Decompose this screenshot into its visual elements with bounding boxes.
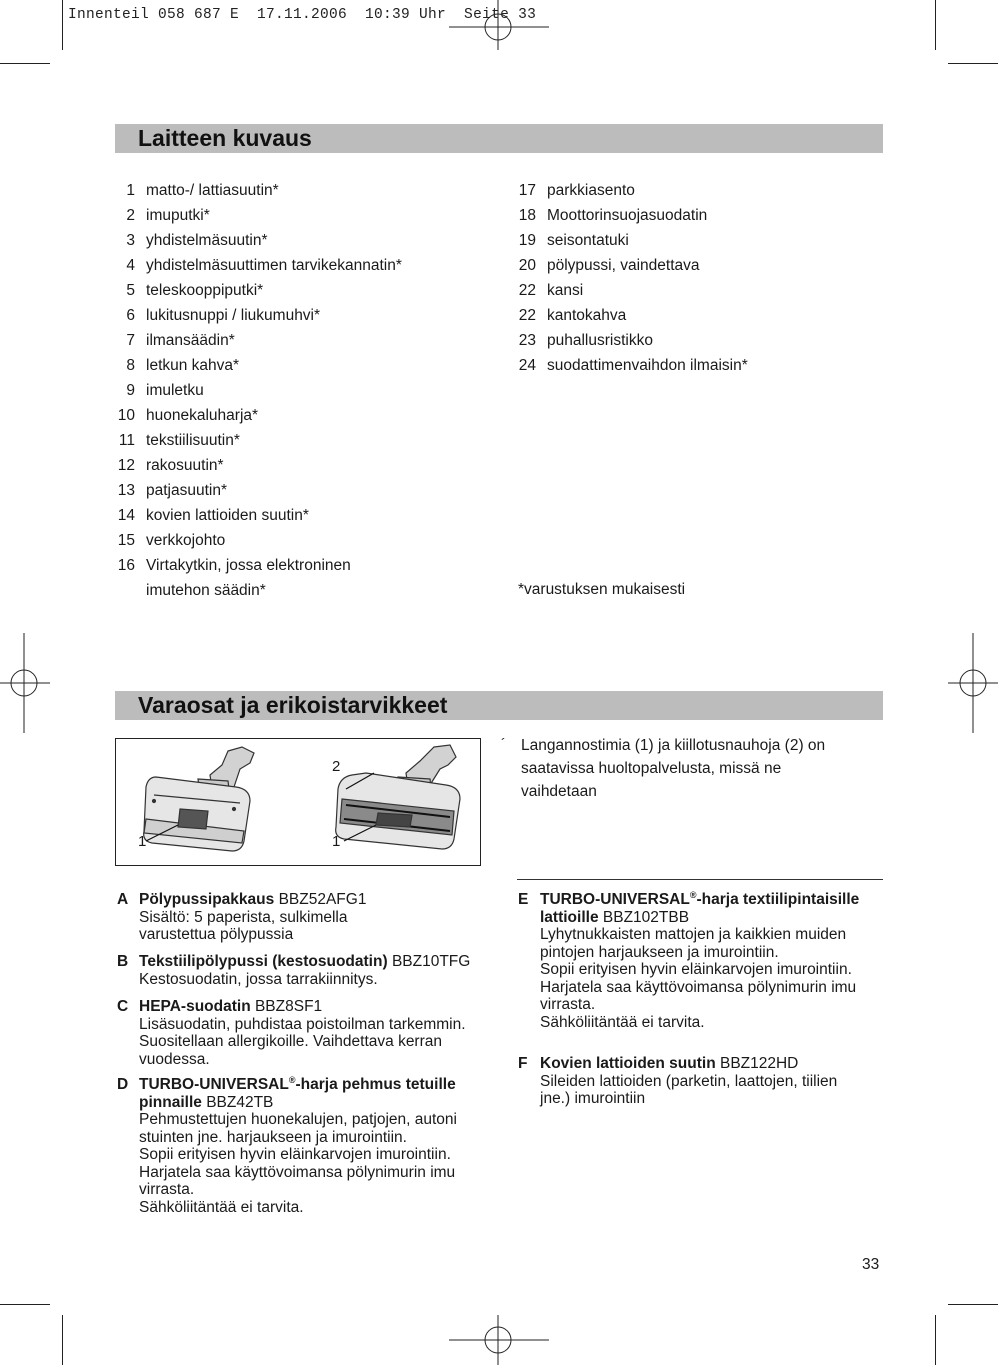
list-item: 16 Virtakytkin, jossa elektroninen — [117, 557, 351, 574]
list-item: 10 huonekaluharja* — [117, 407, 259, 424]
list-item: 6 lukitusnuppi / liukumuhvi* — [126, 307, 321, 324]
accessory-a: A Pölypussipakkaus BBZ52AFG1 Sisältö: 5 paperista, sulkimella varustettua pölypussia — [117, 891, 367, 943]
note-line: saatavissa huoltopalvelusta, missä ne — [521, 760, 782, 777]
divider — [517, 879, 883, 880]
list-item: 3 yhdistelmäsuutin* — [126, 232, 268, 249]
list-item: 9 imuletku — [126, 382, 204, 399]
nozzle-illustration — [115, 738, 481, 866]
list-item: 1 matto-/ lattiasuutin* — [126, 182, 279, 199]
floor-nozzle-drawing-left — [144, 747, 254, 851]
parts-list-left — [115, 178, 402, 603]
page-number: 33 — [862, 1256, 880, 1273]
section-heading-device-description — [115, 124, 883, 153]
callout-1-left: 1 — [138, 833, 147, 850]
nozzle-drawings — [116, 739, 482, 867]
list-item: imutehon säädin* — [146, 582, 266, 599]
footnote: *varustuksen mukaisesti — [518, 581, 686, 598]
section-title: Laitteen kuvaus — [138, 125, 312, 151]
accessory-key: F — [518, 1055, 528, 1072]
floor-nozzle-drawing-right — [336, 745, 460, 849]
list-item: 18 Moottorinsuojasuodatin — [518, 207, 708, 224]
callout-2-right: 2 — [332, 758, 341, 775]
list-item: 2 imuputki* — [126, 207, 210, 224]
registered-mark: ® — [689, 890, 697, 900]
registration-mark-bottom — [449, 1315, 549, 1365]
registration-mark-left — [0, 633, 50, 733]
accessory-key: C — [117, 998, 129, 1015]
spare-parts-note — [521, 734, 825, 803]
list-item: 22 kansi — [518, 282, 584, 299]
accessory-key: E — [518, 891, 529, 908]
list-item: 15 verkkojohto — [117, 532, 226, 549]
accessory-d: D TURBO-UNIVERSAL®-harja pehmus tetuille pinnaille BBZ42TB Pehmustettujen huonekalujen, patjojen, autoni stuinten jne. harjaukseen ja imurointiin. Sopii erityisen hyvin eläinkarvojen imurointiin. Harjatela saa käyttövoimansa pölynimurin imu virrasta. Sähköliitäntää ei tarvita. — [117, 1075, 457, 1216]
list-item: 13 patjasuutin* — [117, 482, 228, 499]
accessory-f: F Kovien lattioiden suutin BBZ122HD Sileiden lattioiden (parketin, laattojen, tiilien jne.) imurointiin — [518, 1055, 838, 1107]
list-item: 11 tekstiilisuutin* — [118, 432, 240, 449]
list-item: 5 teleskooppiputki* — [126, 282, 264, 299]
list-item: 23 puhallusristikko — [518, 332, 653, 349]
list-item: 17 parkkiasento — [518, 182, 635, 199]
parts-list-right — [517, 178, 748, 378]
callout-1-right: 1 — [332, 833, 341, 850]
list-item: 22 kantokahva — [518, 307, 627, 324]
list-item: 8 letkun kahva* — [126, 357, 240, 374]
list-item: 7 ilmansäädin* — [126, 332, 235, 349]
note-line: vaihdetaan — [521, 783, 597, 800]
registration-mark-top — [449, 0, 549, 50]
accessory-e: E TURBO-UNIVERSAL®-harja textiilipintaisille lattioille BBZ102TBB Lyhytnukkaisten mattojen ja kaikkien muiden pintojen harjaukseen ja imurointiin. Sopii erityisen hyvin eläinkarvojen imurointiin. Harjatela saa käyttövoimansa pölynimurin imu virrasta. Sähköliitäntää ei tarvita. — [518, 890, 860, 1031]
accessory-key: D — [117, 1076, 129, 1093]
list-item: 20 pölypussi, vaindettava — [518, 257, 700, 274]
note-mark: ´ — [501, 735, 506, 751]
registered-mark: ® — [288, 1075, 296, 1085]
note-line: Langannostimia (1) ja kiillotusnauhoja (2) on — [521, 737, 826, 754]
list-item: 4 yhdistelmäsuuttimen tarvikekannatin* — [126, 257, 402, 274]
registration-mark-right — [948, 633, 998, 733]
list-item: 19 seisontatuki — [518, 232, 629, 249]
print-header: Innenteil 058 687 E 17.11.2006 10:39 Uhr Seite 33 — [68, 7, 537, 23]
list-item: 12 rakosuutin* — [117, 457, 224, 474]
list-item: 24 suodattimenvaihdon ilmaisin* — [518, 357, 748, 374]
accessory-c: C HEPA-suodatin BBZ8SF1 Lisäsuodatin, puhdistaa poistoilman tarkemmin. Suositellaan allergikoille. Vaihdettava kerran vuodessa. — [117, 998, 466, 1068]
accessory-key: A — [117, 891, 129, 908]
accessory-b: B Tekstiilipölypussi (kestosuodatin) BBZ10TFG Kestosuodatin, jossa tarrakiinnitys. — [117, 953, 471, 988]
accessory-key: B — [117, 953, 129, 970]
section-heading-spare-parts — [115, 691, 883, 720]
section-title: Varaosat ja erikoistarvikkeet — [138, 692, 448, 718]
list-item: 14 kovien lattioiden suutin* — [117, 507, 309, 524]
